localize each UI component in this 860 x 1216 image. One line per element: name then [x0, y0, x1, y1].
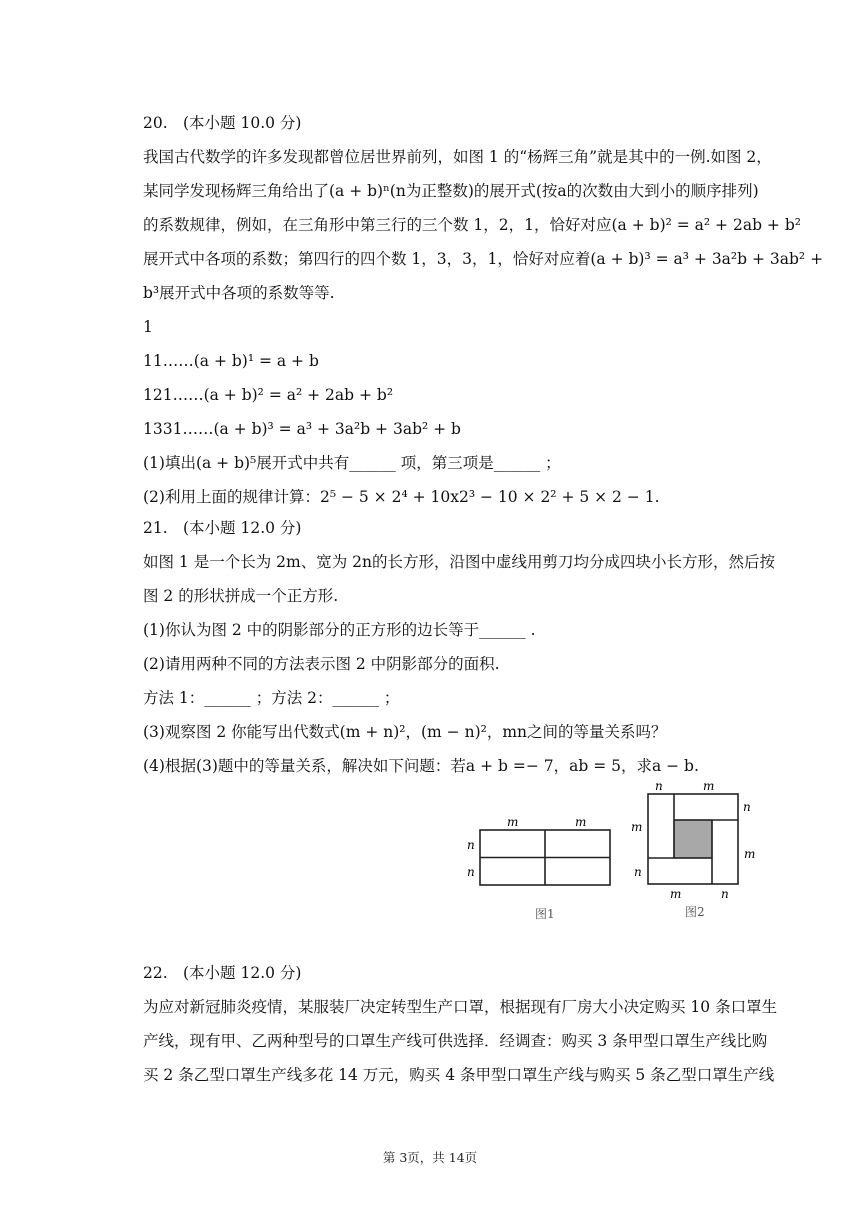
label-m: m [507, 815, 519, 829]
label-n: n [721, 887, 729, 901]
label-m: m [575, 815, 587, 829]
figure-2 [631, 779, 755, 919]
paragraph-line: 展开式中各项的系数；第四行的四个数 1，3，3，1，恰好对应着(a + b)³ = a³ + 3a²b + 3ab² + [143, 250, 824, 268]
question-number: 20. [143, 114, 168, 132]
sub-question: (3)观察图 2 你能写出代数式(m + n)²，(m − n)²，mn之间的等量关系吗？ [143, 723, 667, 741]
label-m: m [631, 820, 643, 834]
label-n: n [467, 865, 475, 879]
paragraph-line: b³展开式中各项的系数等等. [143, 284, 335, 302]
label-n: n [743, 800, 751, 814]
sub-question: (1)你认为图 2 中的阴影部分的正方形的边长等于______ . [143, 621, 536, 639]
triangle-row: 1331……(a + b)³ = a³ + 3a²b + 3ab² + b [143, 420, 461, 438]
label-m: m [670, 887, 682, 901]
question-number: 22. [143, 964, 168, 982]
sub-question: (1)填出(a + b)⁵展开式中共有______ 项，第三项是______ ； [143, 454, 561, 472]
figure-2-caption: 图2 [685, 905, 705, 919]
sub-question: (2)利用上面的规律计算：2⁵ − 5 × 2⁴ + 10x2³ − 10 × 2² + 5 × 2 − 1. [143, 488, 660, 506]
paragraph-line: 为应对新冠肺炎疫情，某服装厂决定转型生产口罩，根据现有厂房大小决定购买 10 条口罩生 [143, 998, 778, 1016]
question-20-header [143, 113, 301, 133]
triangle-row: 1 [143, 318, 153, 336]
page-footer: 第 3页，共 14页 [382, 1150, 478, 1165]
figure-rectangles [455, 772, 775, 932]
question-score: (本小题 12.0 分) [183, 964, 302, 982]
paragraph-line: 产线，现有甲、乙两种型号的口罩生产线可供选择．经调查：购买 3 条甲型口罩生产线比购 [143, 1032, 768, 1050]
label-m: m [744, 847, 756, 861]
paragraph-line: 某同学发现杨辉三角给出了(a + b)ⁿ(n为正整数)的展开式(按a的次数由大到小的顺序排列) [143, 182, 759, 200]
question-21-header [143, 518, 301, 538]
figure-1-caption: 图1 [535, 907, 555, 921]
label-m: m [703, 779, 715, 793]
sub-question: (2)请用两种不同的方法表示图 2 中阴影部分的面积. [143, 655, 500, 673]
paragraph-line: 如图 1 是一个长为 2m、宽为 2n的长方形，沿图中虚线用剪刀均分成四块小长方形，然后按 [143, 553, 775, 571]
label-n: n [655, 779, 663, 793]
paragraph-line: 买 2 条乙型口罩生产线多花 14 万元，购买 4 条甲型口罩生产线与购买 5 条乙型口罩生产线 [143, 1066, 775, 1084]
figure-1 [467, 815, 610, 921]
triangle-row: 11……(a + b)¹ = a + b [143, 352, 319, 370]
question-score: (本小题 10.0 分) [183, 114, 302, 132]
label-n: n [467, 838, 475, 852]
sub-question: (4)根据(3)题中的等量关系，解决如下问题：若a + b =− 7，ab = 5，求a − b. [143, 757, 699, 775]
question-number: 21. [143, 519, 168, 537]
answer-blanks: 方法 1：______ ；方法 2：______ ； [143, 689, 400, 707]
triangle-row: 121……(a + b)² = a² + 2ab + b² [143, 386, 394, 404]
paragraph-line: 的系数规律，例如，在三角形中第三行的三个数 1，2，1，恰好对应(a + b)² = a² + 2ab + b² [143, 216, 801, 234]
paragraph-line: 我国古代数学的许多发现都曾位居世界前列，如图 1 的“杨辉三角”就是其中的一例.如图 2， [143, 148, 772, 166]
question-22-header [143, 963, 301, 983]
label-n: n [634, 865, 642, 879]
question-score: (本小题 12.0 分) [183, 519, 302, 537]
paragraph-line: 图 2 的形状拼成一个正方形. [143, 587, 339, 605]
